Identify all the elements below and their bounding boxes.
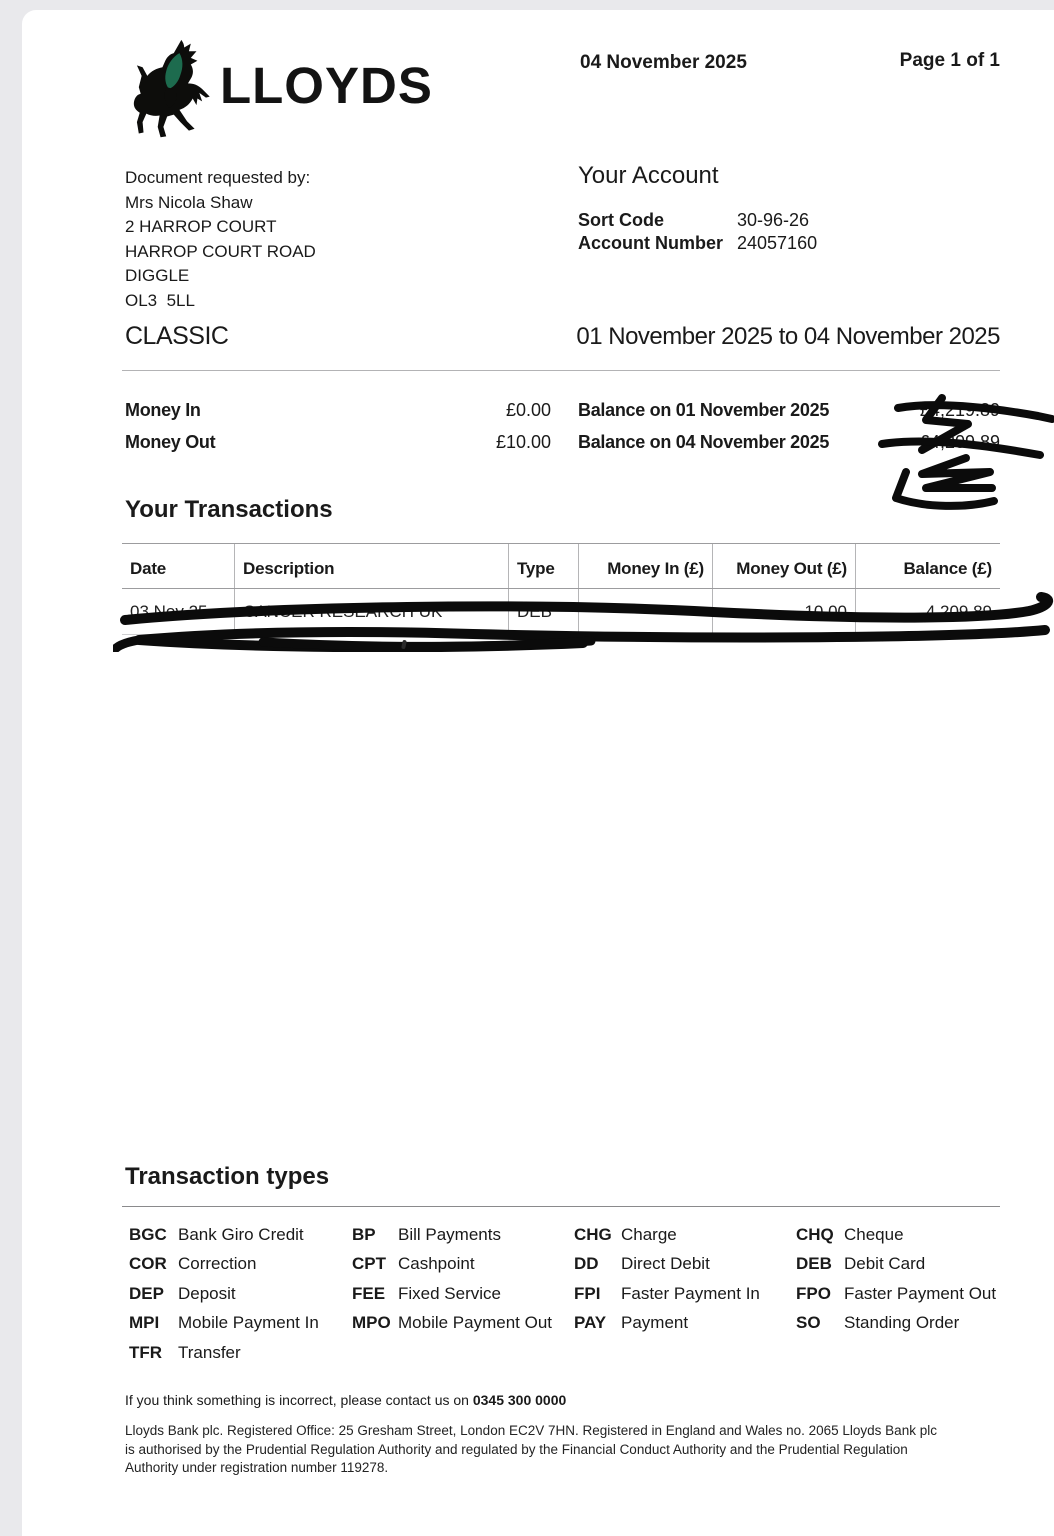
balance-start-label: Balance on 01 November 2025 xyxy=(578,400,830,420)
type-code: FEE xyxy=(352,1283,386,1303)
type-label: Cheque xyxy=(844,1224,904,1244)
type-code: FPI xyxy=(574,1283,601,1303)
type-label: Cashpoint xyxy=(398,1254,475,1274)
col-balance: Balance (£) xyxy=(855,544,1000,588)
type-label: Faster Payment In xyxy=(621,1283,760,1303)
type-label: Transfer xyxy=(178,1342,241,1362)
type-code: DD xyxy=(574,1254,599,1274)
txn-date: 03 Nov 25 xyxy=(130,601,208,621)
type-code: CHQ xyxy=(796,1224,834,1244)
brand-wordmark: LLOYDS xyxy=(220,57,433,114)
divider xyxy=(122,1206,1000,1207)
balance-start-value: £4,219.89 xyxy=(919,400,1000,420)
statement-period: 01 November 2025 to 04 November 2025 xyxy=(576,323,1000,350)
contact-note-text: If you think something is incorrect, please contact us on xyxy=(125,1392,473,1408)
account-number-value: 24057160 xyxy=(737,233,818,253)
type-label: Direct Debit xyxy=(621,1254,710,1274)
txn-money-out: 10.00 xyxy=(712,589,855,634)
account-number-row xyxy=(578,233,817,254)
legal-line: Authority under registration number 119278. xyxy=(125,1460,389,1475)
type-label: Faster Payment Out xyxy=(844,1283,997,1303)
col-money-out: Money Out (£) xyxy=(712,544,855,588)
address-postcode: OL3 5LL xyxy=(125,290,195,310)
page-indicator: Page 1 of 1 xyxy=(899,50,1000,71)
type-code: MPO xyxy=(352,1313,391,1333)
money-out-value: £10.00 xyxy=(495,432,551,452)
type-code: COR xyxy=(129,1254,167,1274)
account-section-title: Your Account xyxy=(578,162,719,189)
lloyds-black-horse-icon xyxy=(123,38,217,142)
sort-code-value: 30-96-26 xyxy=(737,210,810,230)
col-money-in: Money In (£) xyxy=(578,544,712,588)
balance-end-value: £4,209.89 xyxy=(919,432,1000,452)
transaction-types-legend xyxy=(129,1220,1000,1368)
type-code: BP xyxy=(352,1224,376,1244)
money-in-label: Money In xyxy=(125,400,201,420)
txn-type: DEB xyxy=(508,589,578,634)
type-code: FPO xyxy=(796,1283,831,1303)
contact-phone: 0345 300 0000 xyxy=(472,1392,567,1408)
address-line-1: 2 HARROP COURT xyxy=(125,217,277,236)
sort-code-row xyxy=(578,210,809,231)
type-label: Correction xyxy=(178,1254,257,1274)
pen-strike-redaction xyxy=(113,590,1054,652)
type-label: Mobile Payment In xyxy=(178,1313,319,1333)
type-code: SO xyxy=(796,1313,821,1333)
type-label: Bill Payments xyxy=(398,1224,501,1244)
sort-code-label: Sort Code xyxy=(578,210,665,230)
type-label: Standing Order xyxy=(844,1313,960,1333)
txn-description: CANCER RESEARCH UK xyxy=(234,589,508,634)
account-number-label: Account Number xyxy=(578,233,724,253)
address-line-3: DIGGLE xyxy=(125,266,190,285)
product-name: CLASSIC xyxy=(125,322,229,350)
legal-text xyxy=(125,1422,937,1478)
transactions-title: Your Transactions xyxy=(125,496,333,523)
pen-scribble-redaction xyxy=(868,386,1054,518)
requested-by-block xyxy=(125,166,316,313)
money-out-label: Money Out xyxy=(125,432,216,452)
type-code: PAY xyxy=(574,1313,607,1333)
transaction-types-title: Transaction types xyxy=(125,1163,330,1190)
statement-page xyxy=(22,10,1054,1536)
legal-line: Lloyds Bank plc. Registered Office: 25 Gresham Street, London EC2V 7HN. Registered in England and Wales no. 2065 Lloyds Bank plc xyxy=(125,1423,937,1438)
contact-note xyxy=(125,1392,566,1408)
type-code: CHG xyxy=(574,1224,612,1244)
customer-name: Mrs Nicola Shaw xyxy=(125,192,253,212)
type-label: Payment xyxy=(621,1313,689,1333)
balance-end-label: Balance on 04 November 2025 xyxy=(578,432,830,452)
address-line-2: HARROP COURT ROAD xyxy=(125,241,316,261)
type-label: Deposit xyxy=(178,1283,236,1303)
divider xyxy=(122,370,1000,371)
type-label: Fixed Service xyxy=(398,1283,501,1303)
type-code: BGC xyxy=(129,1224,167,1244)
money-in-value: £0.00 xyxy=(505,400,551,420)
statement-date: 04 November 2025 xyxy=(580,52,747,73)
type-code: CPT xyxy=(352,1254,386,1274)
col-date: Date xyxy=(130,559,167,578)
type-code: DEB xyxy=(796,1254,832,1274)
type-code: MPI xyxy=(129,1313,160,1333)
type-label: Mobile Payment Out xyxy=(398,1313,553,1333)
type-code: DEP xyxy=(129,1283,164,1303)
type-code: TFR xyxy=(129,1342,163,1362)
transactions-header-row xyxy=(122,543,1000,589)
type-label: Debit Card xyxy=(844,1254,926,1274)
type-label: Charge xyxy=(621,1224,677,1244)
type-label: Bank Giro Credit xyxy=(178,1224,304,1244)
txn-balance: 4,209.89 xyxy=(855,589,1000,634)
legal-line: is authorised by the Prudential Regulation Authority and regulated by the Financial Conduct Authority and the Prudential Regulation xyxy=(125,1441,908,1457)
requested-by-label: Document requested by: xyxy=(125,168,311,187)
col-type: Type xyxy=(508,544,578,588)
col-description: Description xyxy=(234,544,508,588)
